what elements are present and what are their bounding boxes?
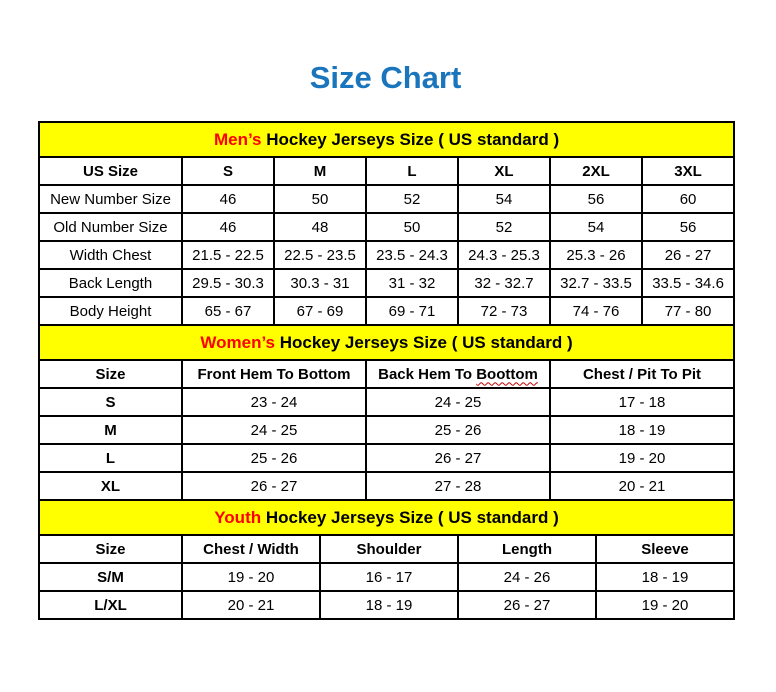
womens-column-header: Front Hem To Bottom: [182, 360, 366, 388]
youth-value-cell: 19 - 20: [182, 563, 320, 591]
womens-banner-accent: Women’s: [200, 332, 275, 352]
womens-header-row: [39, 360, 734, 388]
mens-value-cell: 77 - 80: [642, 297, 734, 325]
womens-value-cell: 18 - 19: [550, 416, 734, 444]
mens-value-cell: 52: [366, 185, 458, 213]
mens-banner: [39, 122, 734, 157]
mens-data-row: [39, 213, 734, 241]
youth-column-header: Shoulder: [320, 535, 458, 563]
mens-column-header: XL: [458, 157, 550, 185]
womens-column-header: Chest / Pit To Pit: [550, 360, 734, 388]
mens-column-header: 3XL: [642, 157, 734, 185]
mens-value-cell: 33.5 - 34.6: [642, 269, 734, 297]
mens-banner-accent: Men’s: [213, 129, 262, 149]
youth-value-cell: 18 - 19: [320, 591, 458, 619]
mens-value-cell: 72 - 73: [458, 297, 550, 325]
youth-column-header: Length: [458, 535, 596, 563]
womens-banner: [39, 325, 734, 360]
youth-data-row: [39, 563, 734, 591]
misspelled-word: Boottom: [476, 365, 538, 383]
youth-header-row: [39, 535, 734, 563]
mens-row-label: Back Length: [39, 269, 182, 297]
mens-data-row: [39, 185, 734, 213]
youth-column-header: Chest / Width: [182, 535, 320, 563]
womens-value-cell: 25 - 26: [366, 416, 550, 444]
mens-value-cell: 32 - 32.7: [458, 269, 550, 297]
mens-value-cell: 31 - 32: [366, 269, 458, 297]
youth-value-cell: 26 - 27: [458, 591, 596, 619]
youth-value-cell: 16 - 17: [320, 563, 458, 591]
youth-banner-accent: Youth: [214, 507, 262, 527]
size-tables-container: [38, 121, 733, 620]
womens-value-cell: 25 - 26: [182, 444, 366, 472]
mens-size-table-body: [39, 122, 734, 325]
mens-value-cell: 67 - 69: [274, 297, 366, 325]
youth-banner: [39, 500, 734, 535]
womens-data-row: [39, 416, 734, 444]
page-title: Size Chart: [309, 60, 462, 95]
mens-value-cell: 26 - 27: [642, 241, 734, 269]
womens-value-cell: 26 - 27: [182, 472, 366, 500]
youth-value-cell: 19 - 20: [596, 591, 734, 619]
womens-row-label: S: [39, 388, 182, 416]
womens-value-cell: 20 - 21: [550, 472, 734, 500]
mens-value-cell: 23.5 - 24.3: [366, 241, 458, 269]
mens-column-header: S: [182, 157, 274, 185]
mens-column-header: M: [274, 157, 366, 185]
mens-value-cell: 65 - 67: [182, 297, 274, 325]
mens-value-cell: 46: [182, 213, 274, 241]
mens-data-row: [39, 241, 734, 269]
youth-column-header: Size: [39, 535, 182, 563]
youth-size-table-body: [39, 500, 734, 619]
youth-value-cell: 24 - 26: [458, 563, 596, 591]
mens-value-cell: 69 - 71: [366, 297, 458, 325]
womens-row-label: XL: [39, 472, 182, 500]
column-header-text: Back Hem To: [378, 365, 477, 383]
mens-banner-text: Hockey Jerseys Size ( US standard ): [261, 129, 560, 149]
mens-row-label: Width Chest: [39, 241, 182, 269]
mens-value-cell: 22.5 - 23.5: [274, 241, 366, 269]
mens-column-header: US Size: [39, 157, 182, 185]
mens-value-cell: 25.3 - 26: [550, 241, 642, 269]
mens-value-cell: 50: [274, 185, 366, 213]
womens-value-cell: 19 - 20: [550, 444, 734, 472]
womens-value-cell: 24 - 25: [366, 388, 550, 416]
womens-banner-text: Hockey Jerseys Size ( US standard ): [275, 332, 573, 352]
mens-banner-row: [39, 122, 734, 157]
mens-value-cell: 29.5 - 30.3: [182, 269, 274, 297]
womens-value-cell: 17 - 18: [550, 388, 734, 416]
mens-size-table: [38, 121, 735, 326]
womens-size-table: [38, 324, 735, 501]
womens-value-cell: 27 - 28: [366, 472, 550, 500]
womens-row-label: L: [39, 444, 182, 472]
womens-value-cell: 24 - 25: [182, 416, 366, 444]
youth-value-cell: 20 - 21: [182, 591, 320, 619]
womens-column-header: Size: [39, 360, 182, 388]
mens-data-row: [39, 297, 734, 325]
mens-value-cell: 56: [642, 213, 734, 241]
mens-row-label: New Number Size: [39, 185, 182, 213]
mens-value-cell: 56: [550, 185, 642, 213]
youth-banner-text: Hockey Jerseys Size ( US standard ): [261, 507, 559, 527]
mens-value-cell: 54: [458, 185, 550, 213]
mens-value-cell: 32.7 - 33.5: [550, 269, 642, 297]
youth-column-header: Sleeve: [596, 535, 734, 563]
youth-row-label: L/XL: [39, 591, 182, 619]
womens-banner-row: [39, 325, 734, 360]
mens-value-cell: 21.5 - 22.5: [182, 241, 274, 269]
mens-value-cell: 46: [182, 185, 274, 213]
mens-value-cell: 54: [550, 213, 642, 241]
womens-data-row: [39, 444, 734, 472]
womens-column-header: [366, 360, 550, 388]
mens-header-row: [39, 157, 734, 185]
youth-data-row: [39, 591, 734, 619]
mens-row-label: Body Height: [39, 297, 182, 325]
youth-banner-row: [39, 500, 734, 535]
womens-data-row: [39, 472, 734, 500]
mens-value-cell: 52: [458, 213, 550, 241]
womens-value-cell: 23 - 24: [182, 388, 366, 416]
mens-column-header: 2XL: [550, 157, 642, 185]
mens-data-row: [39, 269, 734, 297]
mens-value-cell: 24.3 - 25.3: [458, 241, 550, 269]
youth-value-cell: 18 - 19: [596, 563, 734, 591]
womens-value-cell: 26 - 27: [366, 444, 550, 472]
womens-row-label: M: [39, 416, 182, 444]
mens-column-header: L: [366, 157, 458, 185]
mens-value-cell: 30.3 - 31: [274, 269, 366, 297]
womens-size-table-body: [39, 325, 734, 500]
mens-value-cell: 50: [366, 213, 458, 241]
mens-value-cell: 74 - 76: [550, 297, 642, 325]
youth-size-table: [38, 499, 735, 620]
womens-data-row: [39, 388, 734, 416]
mens-row-label: Old Number Size: [39, 213, 182, 241]
youth-row-label: S/M: [39, 563, 182, 591]
mens-value-cell: 60: [642, 185, 734, 213]
mens-value-cell: 48: [274, 213, 366, 241]
